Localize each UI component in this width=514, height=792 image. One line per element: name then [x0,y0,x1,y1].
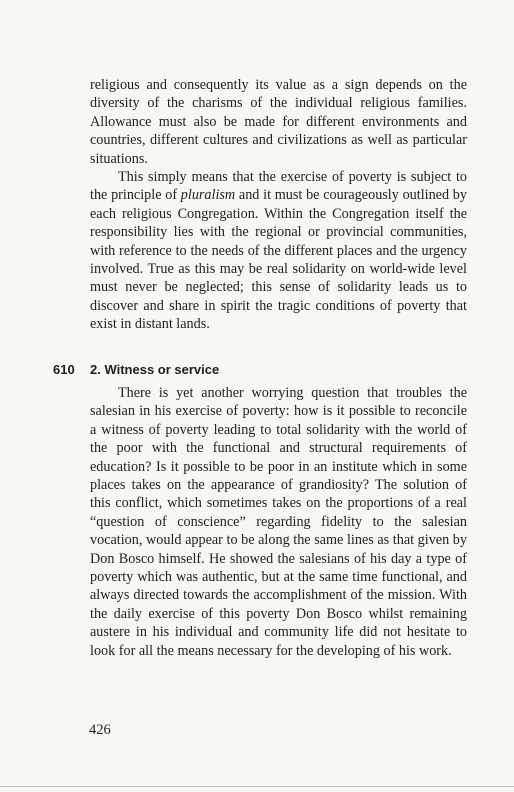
page-number: 426 [89,722,111,738]
paragraph-witness-service: There is yet another worrying question that troubles the salesian in his exercise of poverty: how is it possible to reconcile a witness of poverty leading to total solidarity with the world of the poor with the functional and structural requirements of education? Is it possible to be poor in an institute which in some places takes on the appearance of grandiosity? The solution of this conflict, which sometimes takes on the proportions of a real “question of conscience” regarding fidelity to the salesian vocation, would appear to be along the same lines as that given by Don Bosco himself. He showed the salesians of his day a type of poverty which was authentic, but at the same time functional, and always directed towards the accomplishment of the mission. With the daily exercise of this poverty Don Bosco whilst remaining austere in his individual and community life did not hesitate to look for all the means necessary for the developing of his work. [90,385,467,659]
page-edge-divider [0,786,514,787]
paragraph-continuation: religious and consequently its value as a sign depends on the diversity of the charisms of the individual religious families. Allowance must also be made for different environments and countries, different cultures and civilizations as well as particular situations. [90,77,467,167]
section-number: 610 [53,362,75,377]
paragraph-pluralism [90,168,467,334]
section-heading: 2. Witness or service [90,362,220,377]
top-text-block [90,76,467,334]
emphasis-pluralism: pluralism [180,187,236,204]
paragraph-pluralism-text: This simply means that the exercise of poverty is subject to the principle of pluralism and it must be courageously outlined by each religious Congregation. Within the Congregation itself the responsibility lies with the regional or provincial communities, with reference to the needs of the different places and the urgency involved. True as this may be real solidarity on world-wide level must never be neglected; this sense of solidarity leads us to discover and share in spirit the tragic conditions of poverty that exist in distant lands. [90,169,467,333]
section-text-block [90,384,467,660]
